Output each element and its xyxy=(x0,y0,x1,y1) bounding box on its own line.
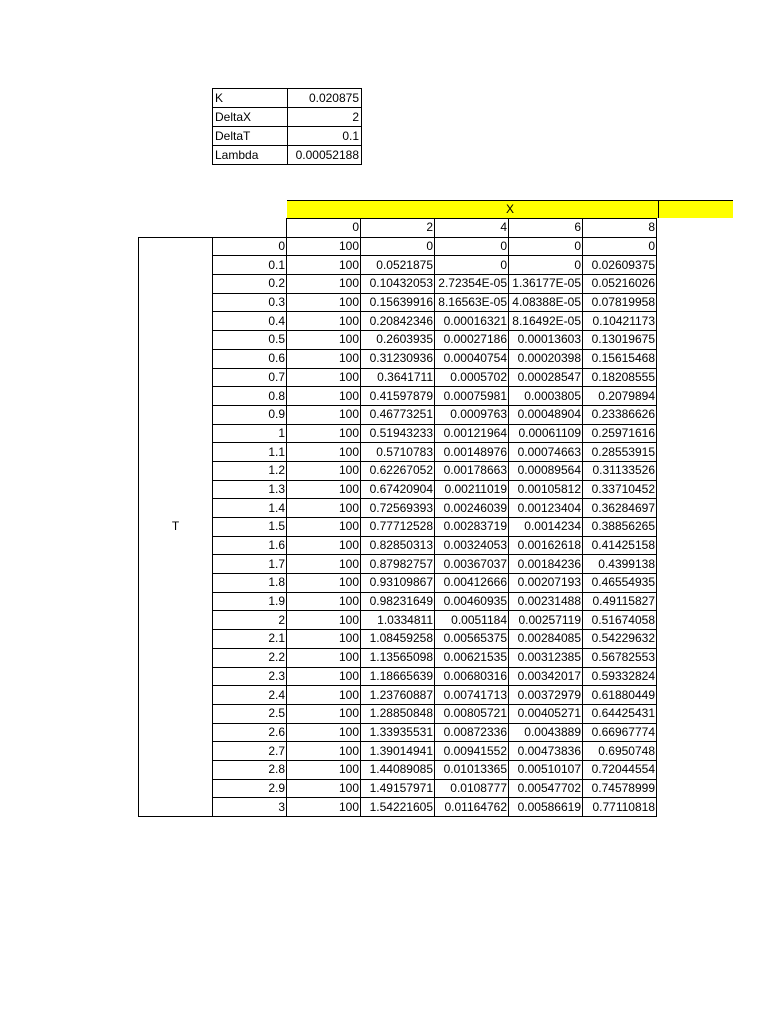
t-value-cell[interactable]: 3 xyxy=(213,798,287,817)
param-value[interactable]: 0.00052188 xyxy=(288,146,362,165)
value-cell[interactable]: 0 xyxy=(435,237,509,256)
value-cell[interactable]: 1.0334811 xyxy=(361,611,435,630)
value-cell[interactable]: 0.20842346 xyxy=(361,312,435,331)
value-cell[interactable]: 0.0043889 xyxy=(509,723,583,742)
value-cell[interactable]: 0.00547702 xyxy=(509,779,583,798)
value-cell[interactable]: 100 xyxy=(287,779,361,798)
value-cell[interactable]: 0.74578999 xyxy=(583,779,657,798)
t-value-cell[interactable]: 1.5 xyxy=(213,518,287,537)
value-cell[interactable]: 4.08388E-05 xyxy=(509,293,583,312)
value-cell[interactable]: 0.82850313 xyxy=(361,536,435,555)
value-cell[interactable]: 0.10432053 xyxy=(361,275,435,294)
table-row xyxy=(139,349,657,368)
value-cell[interactable]: 0.00565375 xyxy=(435,630,509,649)
table-row xyxy=(139,667,657,686)
t-value-cell[interactable]: 2.7 xyxy=(213,742,287,761)
table-row xyxy=(139,555,657,574)
x-values-row xyxy=(139,219,657,238)
value-cell[interactable]: 0.00283719 xyxy=(435,518,509,537)
table-row xyxy=(139,443,657,462)
value-cell[interactable]: 0.00257119 xyxy=(509,611,583,630)
value-cell[interactable]: 0.00312385 xyxy=(509,648,583,667)
t-axis-label[interactable]: T xyxy=(139,237,213,816)
value-cell[interactable]: 1.54221605 xyxy=(361,798,435,817)
value-cell[interactable]: 0.00741713 xyxy=(435,686,509,705)
param-row xyxy=(213,127,362,146)
value-cell[interactable]: 100 xyxy=(287,704,361,723)
value-cell[interactable]: 0.5710783 xyxy=(361,443,435,462)
value-cell[interactable]: 0.54229632 xyxy=(583,630,657,649)
value-cell[interactable]: 0.00211019 xyxy=(435,480,509,499)
value-cell[interactable]: 0.15639916 xyxy=(361,293,435,312)
value-cell[interactable]: 0.41597879 xyxy=(361,387,435,406)
value-cell[interactable]: 100 xyxy=(287,667,361,686)
value-cell[interactable]: 0.00178663 xyxy=(435,461,509,480)
x-value-cell[interactable]: 4 xyxy=(435,219,509,238)
value-cell[interactable]: 0.33710452 xyxy=(583,480,657,499)
t-value-cell[interactable]: 0 xyxy=(213,237,287,256)
x-header-band xyxy=(287,200,733,218)
table-row xyxy=(139,331,657,350)
value-cell[interactable]: 0.0005702 xyxy=(435,368,509,387)
results-grid xyxy=(138,218,657,817)
value-cell[interactable]: 0.00405271 xyxy=(509,704,583,723)
table-row xyxy=(139,574,657,593)
value-cell[interactable]: 0.0014234 xyxy=(509,518,583,537)
value-cell[interactable]: 0.00075981 xyxy=(435,387,509,406)
table-row xyxy=(139,611,657,630)
value-cell[interactable]: 0.00123404 xyxy=(509,499,583,518)
table-row xyxy=(139,742,657,761)
value-cell[interactable]: 100 xyxy=(287,293,361,312)
value-cell[interactable]: 0.00372979 xyxy=(509,686,583,705)
value-cell[interactable]: 2.72354E-05 xyxy=(435,275,509,294)
table-row xyxy=(139,256,657,275)
value-cell[interactable]: 0.00284085 xyxy=(509,630,583,649)
value-cell[interactable]: 0.41425158 xyxy=(583,536,657,555)
value-cell[interactable]: 8.16563E-05 xyxy=(435,293,509,312)
table-row xyxy=(139,630,657,649)
table-row xyxy=(139,405,657,424)
table-row xyxy=(139,424,657,443)
value-cell[interactable]: 1.08459258 xyxy=(361,630,435,649)
t-value-cell[interactable]: 1.8 xyxy=(213,574,287,593)
value-cell[interactable]: 0.67420904 xyxy=(361,480,435,499)
table-row xyxy=(139,368,657,387)
t-value-cell[interactable]: 2.4 xyxy=(213,686,287,705)
value-cell[interactable]: 0.51943233 xyxy=(361,424,435,443)
value-cell[interactable]: 0 xyxy=(509,256,583,275)
value-cell[interactable]: 0.02609375 xyxy=(583,256,657,275)
value-cell[interactable]: 0.00184236 xyxy=(509,555,583,574)
value-cell[interactable]: 100 xyxy=(287,555,361,574)
value-cell[interactable]: 0.00074663 xyxy=(509,443,583,462)
value-cell[interactable]: 0.98231649 xyxy=(361,592,435,611)
value-cell[interactable]: 100 xyxy=(287,237,361,256)
value-cell[interactable]: 100 xyxy=(287,275,361,294)
value-cell[interactable]: 1.33935531 xyxy=(361,723,435,742)
param-value[interactable]: 0.020875 xyxy=(288,89,362,108)
value-cell[interactable]: 0.77712528 xyxy=(361,518,435,537)
value-cell[interactable]: 0.00941552 xyxy=(435,742,509,761)
table-row xyxy=(139,704,657,723)
value-cell[interactable]: 0.00586619 xyxy=(509,798,583,817)
table-row xyxy=(139,760,657,779)
value-cell[interactable]: 0.00121964 xyxy=(435,424,509,443)
t-value-cell[interactable]: 2.5 xyxy=(213,704,287,723)
value-cell[interactable]: 0.46773251 xyxy=(361,405,435,424)
value-cell[interactable]: 0.0009763 xyxy=(435,405,509,424)
value-cell[interactable]: 1.44089085 xyxy=(361,760,435,779)
value-cell[interactable]: 0.13019675 xyxy=(583,331,657,350)
value-cell[interactable]: 0.0003805 xyxy=(509,387,583,406)
value-cell[interactable]: 0.00473836 xyxy=(509,742,583,761)
value-cell[interactable]: 0.07819958 xyxy=(583,293,657,312)
value-cell[interactable]: 100 xyxy=(287,405,361,424)
value-cell[interactable]: 0.00027186 xyxy=(435,331,509,350)
table-row xyxy=(139,237,657,256)
value-cell[interactable]: 1.36177E-05 xyxy=(509,275,583,294)
value-cell[interactable]: 0 xyxy=(361,237,435,256)
param-value[interactable]: 2 xyxy=(288,108,362,127)
t-value-cell[interactable]: 1.9 xyxy=(213,592,287,611)
value-cell[interactable]: 100 xyxy=(287,760,361,779)
value-cell[interactable]: 100 xyxy=(287,686,361,705)
value-cell[interactable]: 0.00048904 xyxy=(509,405,583,424)
value-cell[interactable]: 100 xyxy=(287,368,361,387)
value-cell[interactable]: 100 xyxy=(287,499,361,518)
value-cell[interactable]: 0.0108777 xyxy=(435,779,509,798)
value-cell[interactable]: 1.13565098 xyxy=(361,648,435,667)
value-cell[interactable]: 0.4399138 xyxy=(583,555,657,574)
value-cell[interactable]: 0.23386626 xyxy=(583,405,657,424)
value-cell[interactable]: 0.00231488 xyxy=(509,592,583,611)
table-row xyxy=(139,723,657,742)
value-cell[interactable]: 0.00207193 xyxy=(509,574,583,593)
value-cell[interactable]: 0.64425431 xyxy=(583,704,657,723)
value-cell[interactable]: 1.49157971 xyxy=(361,779,435,798)
t-value-cell[interactable]: 1 xyxy=(213,424,287,443)
value-cell[interactable]: 0.25971616 xyxy=(583,424,657,443)
table-row xyxy=(139,461,657,480)
value-cell[interactable]: 0.00805721 xyxy=(435,704,509,723)
table-row xyxy=(139,499,657,518)
table-row xyxy=(139,387,657,406)
t-value-cell[interactable]: 1.2 xyxy=(213,461,287,480)
value-cell[interactable]: 0.2603935 xyxy=(361,331,435,350)
value-cell[interactable]: 0.00412666 xyxy=(435,574,509,593)
value-cell[interactable]: 1.18665639 xyxy=(361,667,435,686)
t-value-cell[interactable]: 0.8 xyxy=(213,387,287,406)
t-value-cell[interactable]: 0.6 xyxy=(213,349,287,368)
value-cell[interactable]: 0.6950748 xyxy=(583,742,657,761)
table-row xyxy=(139,779,657,798)
value-cell[interactable]: 0 xyxy=(435,256,509,275)
table-row xyxy=(139,312,657,331)
t-value-cell[interactable]: 1.6 xyxy=(213,536,287,555)
t-value-cell[interactable]: 0.9 xyxy=(213,405,287,424)
t-value-cell[interactable]: 1.4 xyxy=(213,499,287,518)
value-cell[interactable]: 0.05216026 xyxy=(583,275,657,294)
value-cell[interactable]: 0.00089564 xyxy=(509,461,583,480)
t-value-cell[interactable]: 0.1 xyxy=(213,256,287,275)
value-cell[interactable]: 100 xyxy=(287,574,361,593)
parameters-table xyxy=(212,88,362,165)
param-name[interactable]: DeltaT xyxy=(213,127,288,146)
value-cell[interactable]: 100 xyxy=(287,648,361,667)
value-cell[interactable]: 0.66967774 xyxy=(583,723,657,742)
value-cell[interactable]: 0.36284697 xyxy=(583,499,657,518)
value-cell[interactable]: 100 xyxy=(287,592,361,611)
param-row xyxy=(213,108,362,127)
param-name[interactable]: DeltaX xyxy=(213,108,288,127)
value-cell[interactable]: 1.28850848 xyxy=(361,704,435,723)
value-cell[interactable]: 100 xyxy=(287,630,361,649)
value-cell[interactable]: 0.00510107 xyxy=(509,760,583,779)
x-value-cell[interactable]: 2 xyxy=(361,219,435,238)
value-cell[interactable]: 0.00040754 xyxy=(435,349,509,368)
value-cell[interactable]: 0.31133526 xyxy=(583,461,657,480)
param-row xyxy=(213,89,362,108)
table-row xyxy=(139,536,657,555)
t-value-cell[interactable]: 2.3 xyxy=(213,667,287,686)
value-cell[interactable]: 0.00246039 xyxy=(435,499,509,518)
table-row xyxy=(139,648,657,667)
value-cell[interactable]: 0.00028547 xyxy=(509,368,583,387)
value-cell[interactable]: 0.77110818 xyxy=(583,798,657,817)
value-cell[interactable]: 0.00061109 xyxy=(509,424,583,443)
table-row xyxy=(139,480,657,499)
value-cell[interactable]: 100 xyxy=(287,331,361,350)
t-value-cell[interactable]: 2.2 xyxy=(213,648,287,667)
t-value-cell[interactable]: 2.9 xyxy=(213,779,287,798)
value-cell[interactable]: 0.56782553 xyxy=(583,648,657,667)
value-cell[interactable]: 1.39014941 xyxy=(361,742,435,761)
t-value-cell[interactable]: 0.2 xyxy=(213,275,287,294)
param-value[interactable]: 0.1 xyxy=(288,127,362,146)
value-cell[interactable]: 0.28553915 xyxy=(583,443,657,462)
value-cell[interactable]: 0.00148976 xyxy=(435,443,509,462)
value-cell[interactable]: 0.00460935 xyxy=(435,592,509,611)
blank-cell xyxy=(139,219,213,238)
value-cell[interactable]: 0.31230936 xyxy=(361,349,435,368)
value-cell[interactable]: 0.38856265 xyxy=(583,518,657,537)
t-value-cell[interactable]: 1.3 xyxy=(213,480,287,499)
value-cell[interactable]: 100 xyxy=(287,723,361,742)
t-value-cell[interactable]: 0.4 xyxy=(213,312,287,331)
value-cell[interactable]: 100 xyxy=(287,798,361,817)
value-cell[interactable]: 0.0521875 xyxy=(361,256,435,275)
value-cell[interactable]: 0.49115827 xyxy=(583,592,657,611)
value-cell[interactable]: 100 xyxy=(287,424,361,443)
value-cell[interactable]: 100 xyxy=(287,461,361,480)
value-cell[interactable]: 0.2079894 xyxy=(583,387,657,406)
value-cell[interactable]: 0.59332824 xyxy=(583,667,657,686)
t-value-cell[interactable]: 2.1 xyxy=(213,630,287,649)
value-cell[interactable]: 0.01013365 xyxy=(435,760,509,779)
table-row xyxy=(139,686,657,705)
value-cell[interactable]: 0 xyxy=(509,237,583,256)
param-name[interactable]: Lambda xyxy=(213,146,288,165)
t-value-cell[interactable]: 0.3 xyxy=(213,293,287,312)
value-cell[interactable]: 100 xyxy=(287,480,361,499)
table-row xyxy=(139,592,657,611)
table-row xyxy=(139,518,657,537)
value-cell[interactable]: 0.00020398 xyxy=(509,349,583,368)
value-cell[interactable]: 0.00680316 xyxy=(435,667,509,686)
value-cell[interactable]: 1.23760887 xyxy=(361,686,435,705)
value-cell[interactable]: 0.61880449 xyxy=(583,686,657,705)
value-cell[interactable]: 0.00105812 xyxy=(509,480,583,499)
value-cell[interactable]: 0.10421173 xyxy=(583,312,657,331)
x-value-cell[interactable]: 0 xyxy=(287,219,361,238)
t-value-cell[interactable]: 1.1 xyxy=(213,443,287,462)
table-row xyxy=(139,275,657,294)
value-cell[interactable]: 0.46554935 xyxy=(583,574,657,593)
value-cell[interactable]: 100 xyxy=(287,611,361,630)
value-cell[interactable]: 100 xyxy=(287,387,361,406)
t-value-cell[interactable]: 0.5 xyxy=(213,331,287,350)
param-row xyxy=(213,146,362,165)
value-cell[interactable]: 0.72569393 xyxy=(361,499,435,518)
value-cell[interactable]: 0.00013603 xyxy=(509,331,583,350)
x-value-cell[interactable]: 6 xyxy=(509,219,583,238)
x-header-divider xyxy=(658,200,659,218)
t-value-cell[interactable]: 0.7 xyxy=(213,368,287,387)
value-cell[interactable]: 0.18208555 xyxy=(583,368,657,387)
value-cell[interactable]: 0.15615468 xyxy=(583,349,657,368)
value-cell[interactable]: 0 xyxy=(583,237,657,256)
value-cell[interactable]: 0.00324053 xyxy=(435,536,509,555)
value-cell[interactable]: 0.51674058 xyxy=(583,611,657,630)
value-cell[interactable]: 100 xyxy=(287,256,361,275)
blank-cell xyxy=(213,219,287,238)
value-cell[interactable]: 100 xyxy=(287,742,361,761)
param-name[interactable]: K xyxy=(213,89,288,108)
t-value-cell[interactable]: 2 xyxy=(213,611,287,630)
value-cell[interactable]: 100 xyxy=(287,443,361,462)
value-cell[interactable]: 0.72044554 xyxy=(583,760,657,779)
value-cell[interactable]: 0.00367037 xyxy=(435,555,509,574)
value-cell[interactable]: 100 xyxy=(287,518,361,537)
value-cell[interactable]: 0.00621535 xyxy=(435,648,509,667)
table-row xyxy=(139,293,657,312)
value-cell[interactable]: 0.3641711 xyxy=(361,368,435,387)
table-row xyxy=(139,798,657,817)
value-cell[interactable]: 0.93109867 xyxy=(361,574,435,593)
x-header-label: X xyxy=(505,202,514,216)
t-value-cell[interactable]: 2.8 xyxy=(213,760,287,779)
value-cell[interactable]: 8.16492E-05 xyxy=(509,312,583,331)
value-cell[interactable]: 0.87982757 xyxy=(361,555,435,574)
value-cell[interactable]: 0.00162618 xyxy=(509,536,583,555)
value-cell[interactable]: 0.00016321 xyxy=(435,312,509,331)
value-cell[interactable]: 0.62267052 xyxy=(361,461,435,480)
value-cell[interactable]: 100 xyxy=(287,536,361,555)
t-value-cell[interactable]: 1.7 xyxy=(213,555,287,574)
value-cell[interactable]: 0.0051184 xyxy=(435,611,509,630)
value-cell[interactable]: 0.01164762 xyxy=(435,798,509,817)
value-cell[interactable]: 0.00342017 xyxy=(509,667,583,686)
value-cell[interactable]: 100 xyxy=(287,349,361,368)
value-cell[interactable]: 100 xyxy=(287,312,361,331)
t-value-cell[interactable]: 2.6 xyxy=(213,723,287,742)
value-cell[interactable]: 0.00872336 xyxy=(435,723,509,742)
x-value-cell[interactable]: 8 xyxy=(583,219,657,238)
